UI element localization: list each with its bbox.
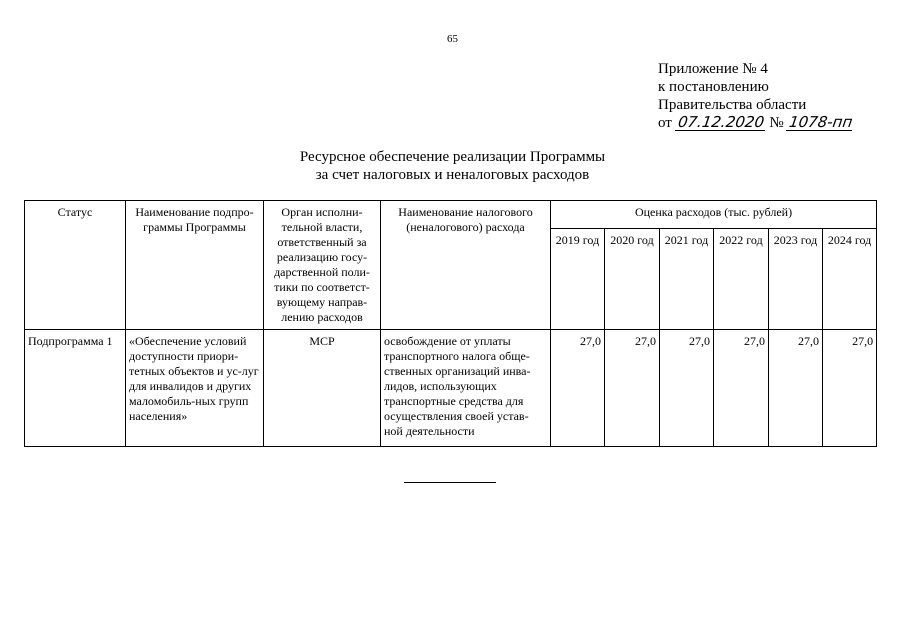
footer-divider: [404, 482, 496, 483]
title-line-1: Ресурсное обеспечение реализации Программы: [299, 149, 606, 165]
appendix-block: [658, 60, 853, 132]
header-authority: Орган исполни-тельной власти, ответственный за реализацию госу-дарственной поли-тики по соответст-вующему направ-лению расходов: [264, 201, 381, 330]
cell-value-2019: 27,0: [551, 330, 605, 447]
header-year: 2021 год: [660, 229, 714, 330]
header-year: 2019 год: [551, 229, 605, 330]
header-year: 2024 год: [823, 229, 877, 330]
header-tax-expense: Наименование налогового (неналогового) расхода: [381, 201, 551, 330]
cell-tax-expense: освобождение от уплаты транспортного налога обще-ственных организаций инва-лидов, использующих транспортные средства для осуществления своей устав-ной деятельности: [381, 330, 551, 447]
appendix-from-label: от: [658, 115, 672, 131]
appendix-date: 07.12.2020: [674, 115, 766, 131]
cell-status: Подпрограмма 1: [25, 330, 126, 447]
appendix-number: 1078-пп: [788, 113, 855, 131]
table-header-row-1: [25, 201, 877, 229]
cell-value-2021: 27,0: [660, 330, 714, 447]
table-row: [25, 330, 877, 447]
document-title: [0, 148, 905, 184]
appendix-line-2: к постановлению: [658, 79, 769, 95]
cell-value-2024: 27,0: [823, 330, 877, 447]
header-year: 2023 год: [769, 229, 823, 330]
page-number: 65: [447, 33, 458, 45]
appendix-number-label: №: [769, 115, 784, 131]
appendix-date-line: [658, 114, 853, 132]
header-year: 2022 год: [714, 229, 769, 330]
header-year: 2020 год: [605, 229, 660, 330]
appendix-line-1: Приложение № 4: [658, 61, 768, 77]
header-subprogram: Наименование подпро-граммы Программы: [126, 201, 264, 330]
cell-subprogram: «Обеспечение условий доступности приори-тетных объектов и ус-луг для инвалидов и других маломобиль-ных групп населения»: [126, 330, 264, 447]
cell-value-2022: 27,0: [714, 330, 769, 447]
title-line-2: за счет налоговых и неналоговых расходов: [315, 167, 590, 183]
cell-value-2023: 27,0: [769, 330, 823, 447]
header-estimate: Оценка расходов (тыс. рублей): [551, 201, 877, 229]
cell-value-2020: 27,0: [605, 330, 660, 447]
resource-table: [24, 200, 877, 447]
appendix-line-3: Правительства области: [658, 97, 807, 113]
cell-authority: МСР: [264, 330, 381, 447]
header-status: Статус: [25, 201, 126, 330]
